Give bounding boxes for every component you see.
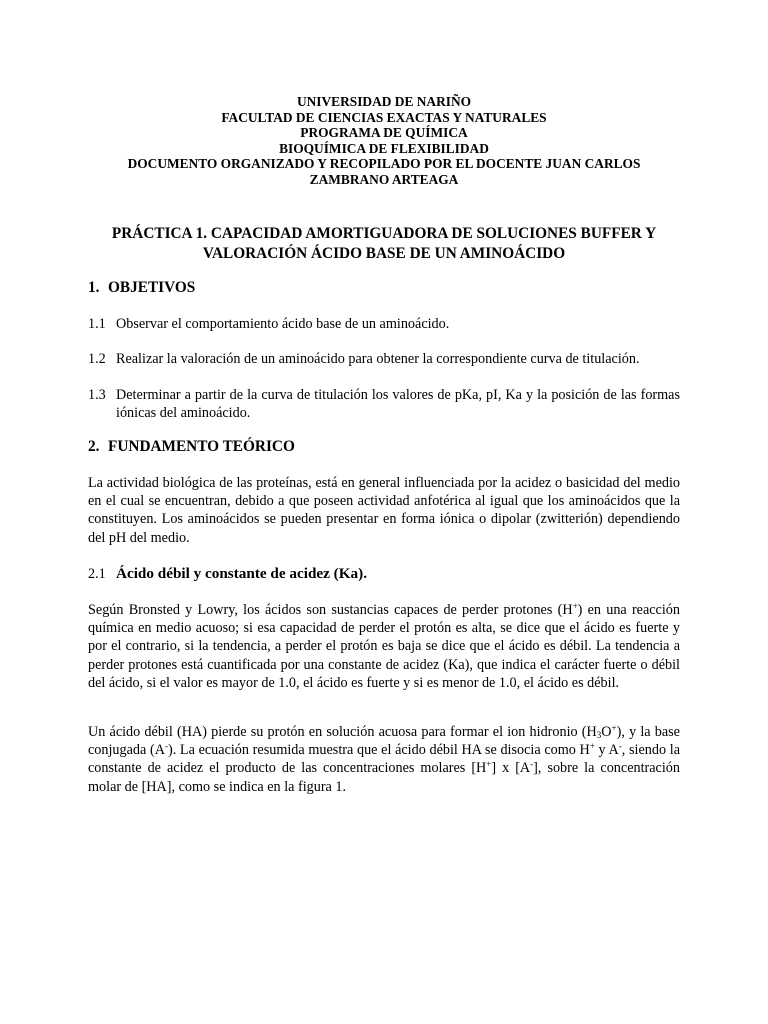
practice-title-line2: VALORACIÓN ÁCIDO BASE DE UN AMINOÁCIDO xyxy=(202,245,566,262)
practice-title xyxy=(88,224,680,264)
objective-number: 1.1 xyxy=(88,316,106,332)
document-header xyxy=(88,94,680,187)
text-run: ], sobre la concentración molar de [HA], como se indica en la figura 1. xyxy=(88,760,680,795)
section-heading-fundamento xyxy=(88,437,295,456)
bronsted-paragraph xyxy=(88,601,680,692)
subsection-heading xyxy=(88,564,367,584)
text-run: Según Bronsted y Lowry, los ácidos son sustancias capaces de perder protones (H xyxy=(88,602,573,618)
text-run: O xyxy=(601,724,612,740)
objective-item xyxy=(88,386,680,422)
objective-item xyxy=(88,350,680,368)
subsection-number: 2.1 xyxy=(88,566,106,582)
superscript: + xyxy=(611,723,617,733)
objective-item xyxy=(88,315,680,333)
text-run: ] x [A xyxy=(491,760,531,777)
text-run: ). La ecuación resumida muestra que el ácido débil HA se disocia como H xyxy=(167,742,590,759)
header-university: UNIVERSIDAD DE NARIÑO xyxy=(296,94,472,109)
objective-number: 1.3 xyxy=(88,387,106,403)
text-run: Un ácido débil (HA) pierde su protón en solución acuosa para formar el ion hidronio (H xyxy=(88,724,597,740)
subscript: 3 xyxy=(596,730,602,740)
header-course: BIOQUÍMICA DE FLEXIBILIDAD xyxy=(279,140,489,156)
text-run: ), y la base conjugada (A xyxy=(88,724,680,759)
superscript: - xyxy=(530,759,534,770)
superscript: + xyxy=(572,601,578,611)
weak-acid-paragraph xyxy=(88,723,680,796)
header-author-line1: DOCUMENTO ORGANIZADO Y RECOPILADO POR EL DOCENTE JUAN CARLOS xyxy=(127,156,641,171)
section-title: OBJETIVOS xyxy=(108,279,196,296)
objective-number: 1.2 xyxy=(88,351,106,367)
section-number: 1. xyxy=(88,279,100,296)
practice-title-line1: PRÁCTICA 1. CAPACIDAD AMORTIGUADORA DE SOLUCIONES BUFFER Y xyxy=(111,225,657,242)
superscript: + xyxy=(486,759,492,770)
objective-text: Observar el comportamiento ácido base de un aminoácido. xyxy=(116,316,450,332)
superscript: - xyxy=(618,741,622,752)
section-title: FUNDAMENTO TEÓRICO xyxy=(108,438,295,455)
header-author-line2: ZAMBRANO ARTEAGA xyxy=(309,171,459,187)
objective-text: Realizar la valoración de un aminoácido para obtener la correspondiente curva de titulación. xyxy=(116,351,640,367)
superscript: - xyxy=(164,741,168,752)
text-run: ) en una reacción química en medio acuoso; si esa capacidad de perder el protón es alta, se dice que el ácido es fuerte y por el contrario, si la tendencia, a perder el protón es baja se dice que el ácido es débil. La tendencia a perder protones está cuantificada por una constante de acidez (Ka), que indica el carácter fuerte o débil del ácido, si el valor es mayor de 1.0, el ácido es fuerte y si es menor de 1.0, el ácido es débil. xyxy=(88,602,680,691)
text-run: y A xyxy=(594,742,619,759)
intro-paragraph: La actividad biológica de las proteínas, está en general influenciada por la acidez o basicidad del medio en el cual se encuentran, debido a que poseen actividad anfotérica al igual que los aminoácidos que la constituyen. Los aminoácidos se pueden presentar en forma iónica o dipolar (zwitterión) dependiendo del pH del medio. xyxy=(88,475,680,546)
text-run: , siendo la constante de acidez el producto de las concentraciones molares [H xyxy=(88,742,681,777)
superscript: + xyxy=(589,741,595,752)
section-number: 2. xyxy=(88,438,100,455)
section-heading-objetivos xyxy=(88,278,195,297)
objective-text: Determinar a partir de la curva de titulación los valores de pKa, pI, Ka y la posición de las formas iónicas del aminoácido. xyxy=(116,387,680,421)
subsection-title: Ácido débil y constante de acidez (Ka). xyxy=(116,565,367,582)
header-faculty: FACULTAD DE CIENCIAS EXACTAS Y NATURALES xyxy=(221,109,547,125)
header-program: PROGRAMA DE QUÍMICA xyxy=(300,125,468,140)
